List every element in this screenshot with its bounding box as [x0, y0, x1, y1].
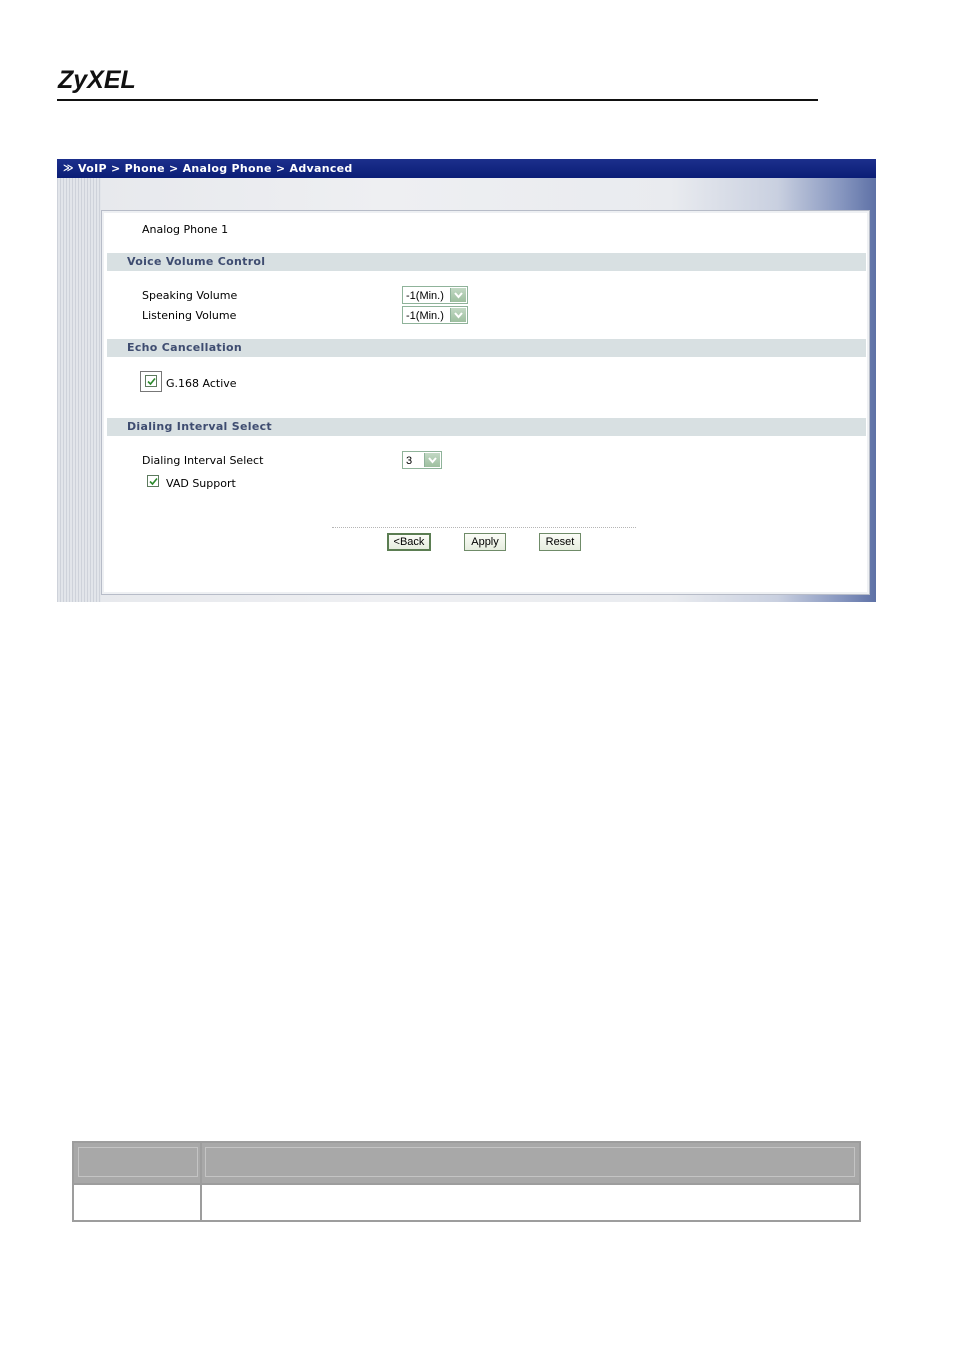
dropdown-arrow-icon[interactable] [450, 288, 466, 302]
document-table [72, 1141, 861, 1222]
dropdown-arrow-icon[interactable] [424, 453, 440, 467]
listening-volume-select[interactable] [402, 306, 468, 324]
vad-support-label: VAD Support [166, 477, 236, 490]
header-rule [57, 99, 818, 101]
speaking-volume-select[interactable] [402, 286, 468, 304]
table-column-divider [200, 1143, 202, 1220]
section-title: Echo Cancellation [127, 341, 243, 354]
back-button[interactable]: <Back [387, 533, 431, 551]
table-divider [74, 1183, 859, 1185]
table-header-cell [205, 1147, 855, 1177]
select-value: -1(Min.) [406, 290, 444, 302]
dialing-interval-select[interactable] [402, 451, 442, 469]
dropdown-arrow-icon[interactable] [450, 308, 466, 322]
page-title: Analog Phone 1 [142, 223, 229, 236]
table-header-row [74, 1143, 859, 1183]
g168-active-checkbox[interactable] [145, 375, 157, 387]
checkmark-icon [147, 377, 156, 386]
listening-volume-label: Listening Volume [142, 309, 237, 322]
breadcrumb [57, 159, 876, 178]
settings-panel [101, 210, 870, 595]
config-window [57, 159, 876, 602]
dialing-interval-label: Dialing Interval Select [142, 454, 264, 467]
select-value: -1(Min.) [406, 310, 444, 322]
g168-active-label: G.168 Active [166, 377, 237, 390]
apply-button[interactable]: Apply [464, 533, 506, 551]
section-title: Voice Volume Control [127, 255, 266, 268]
zyxel-logo: ZyXEL [58, 66, 136, 94]
section-header-voice-volume [107, 253, 866, 271]
checkmark-icon [149, 477, 158, 486]
table-header-cell [78, 1147, 198, 1177]
section-header-dialing-interval [107, 418, 866, 436]
section-title: Dialing Interval Select [127, 420, 272, 433]
double-chevron-right-icon: ≫ [63, 163, 74, 174]
button-divider [332, 527, 636, 528]
breadcrumb-text: VoIP > Phone > Analog Phone > Advanced [78, 162, 353, 175]
reset-button[interactable]: Reset [539, 533, 581, 551]
speaking-volume-label: Speaking Volume [142, 289, 238, 302]
vad-support-checkbox[interactable] [147, 475, 159, 487]
select-value: 3 [406, 455, 413, 467]
section-header-echo-cancellation [107, 339, 866, 357]
